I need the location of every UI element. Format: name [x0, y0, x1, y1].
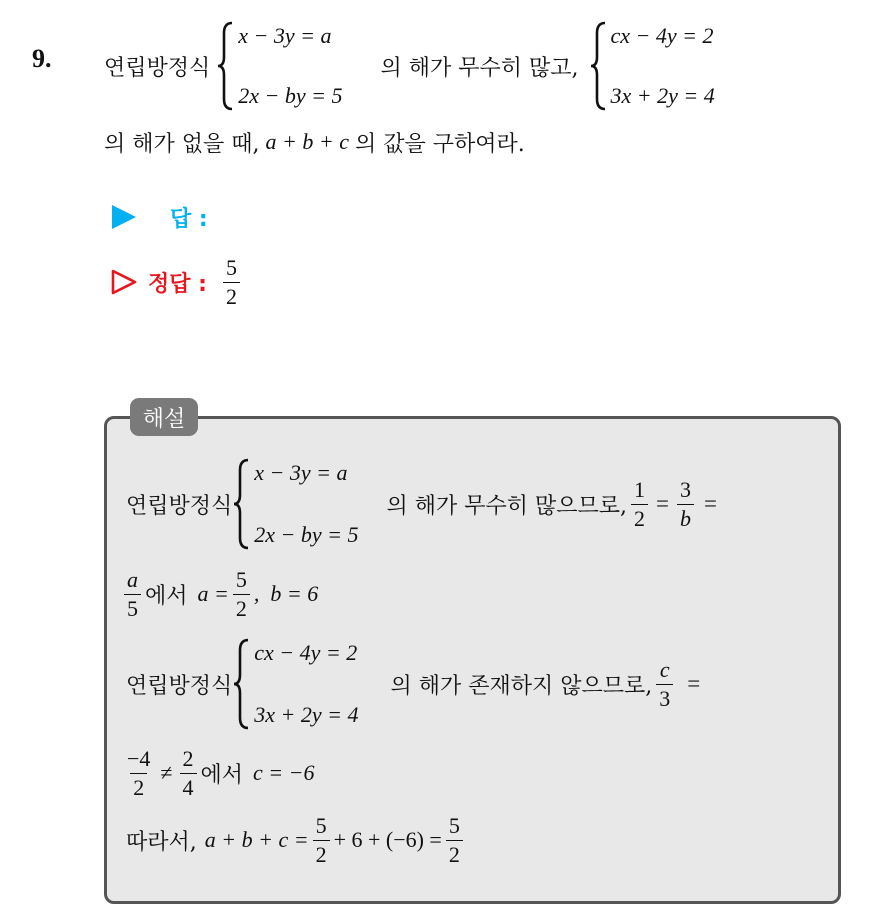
fraction-numerator: 5 — [235, 567, 247, 593]
solution-line2-text: 에서 — [145, 583, 188, 609]
solution-system1-eq2: 2x − by = 5 — [254, 522, 359, 547]
solution-fraction-neg4-2 — [124, 747, 153, 798]
solution-fraction-2-4 — [180, 747, 197, 798]
solution-a-expression: a = — [197, 581, 229, 606]
solution-line3-intro: 연립방정식 — [126, 673, 233, 699]
solution-equation-system-1 — [232, 458, 358, 550]
fraction-numerator: 5 — [315, 813, 327, 839]
fraction-denominator: b — [677, 504, 694, 530]
fraction-denominator: 5 — [124, 594, 141, 620]
left-brace-icon — [232, 458, 250, 550]
answer-label: 답 : — [170, 206, 208, 232]
solution-middle-expression: + 6 + (−6) = — [333, 827, 442, 852]
system2-eq2: 3x + 2y = 4 — [610, 83, 715, 108]
fraction-denominator: 2 — [631, 504, 648, 530]
system2-eq1: cx − 4y = 2 — [610, 23, 714, 48]
solution-system2-eq2: 3x + 2y = 4 — [254, 702, 359, 727]
equals-sign: = — [687, 671, 701, 696]
solution-fraction-5-2-result — [446, 814, 463, 865]
solution-fraction-1-2 — [631, 478, 648, 529]
question-line2-start: 의 해가 없을 때, — [104, 131, 260, 157]
fraction-numerator: −4 — [127, 746, 151, 772]
solution-line5-text: 따라서, — [126, 829, 197, 855]
left-brace-icon — [216, 21, 234, 111]
fraction-numerator: 5 — [448, 813, 460, 839]
solution-equation-system-2 — [232, 638, 358, 730]
correct-answer-row — [110, 252, 244, 312]
correct-answer-numerator: 5 — [225, 255, 237, 281]
answer-row — [110, 200, 208, 234]
fraction-numerator: 1 — [634, 477, 645, 503]
solution-line-4 — [124, 744, 314, 802]
solution-tab: 해설 — [130, 398, 198, 436]
fraction-denominator: 2 — [130, 773, 147, 799]
fraction-denominator: 2 — [446, 840, 463, 866]
solution-system2-eq1: cx − 4y = 2 — [254, 640, 358, 665]
solution-line-2 — [124, 566, 318, 622]
fraction-numerator: a — [127, 567, 138, 593]
fraction-denominator: 2 — [233, 594, 250, 620]
solution-sum-expression: a + b + c = — [204, 827, 309, 852]
equals-sign: = — [703, 491, 717, 516]
question-number: 9. — [32, 44, 52, 73]
solution-fraction-a-5 — [124, 568, 141, 619]
equation-system-1 — [216, 21, 342, 111]
play-triangle-outline-icon — [110, 269, 138, 295]
system1-eq1: x − 3y = a — [238, 23, 332, 48]
fraction-denominator: 4 — [180, 773, 197, 799]
solution-c-expression: c = −6 — [253, 760, 315, 785]
not-equal-sign: ≠ — [160, 760, 173, 785]
solution-fraction-5-2 — [233, 568, 250, 619]
fraction-numerator: 3 — [679, 477, 691, 503]
question-expression: a + b + c — [265, 129, 349, 154]
fraction-denominator: 3 — [656, 684, 673, 710]
solution-fraction-5-2-first — [313, 814, 330, 865]
solution-line3-text: 의 해가 존재하지 않으므로, — [390, 673, 653, 699]
equation-system-2 — [589, 21, 715, 111]
fraction-numerator: c — [659, 657, 670, 683]
solution-fraction-3-b — [677, 478, 694, 529]
question-mid-text: 의 해가 무수히 많고, — [380, 55, 579, 81]
solution-line1-text: 의 해가 무수히 많으므로, — [386, 493, 627, 519]
left-brace-icon — [232, 638, 250, 730]
left-brace-icon — [589, 21, 607, 111]
correct-answer-label: 정답 : — [148, 271, 207, 297]
solution-line1-intro: 연립방정식 — [126, 493, 233, 519]
question-line-2 — [104, 124, 525, 160]
correct-answer-denominator: 2 — [223, 282, 240, 308]
solution-line-3 — [126, 636, 700, 732]
solution-b-expression: , b = 6 — [253, 581, 319, 606]
solution-line-5 — [126, 810, 467, 870]
solution-system1-eq1: x − 3y = a — [254, 460, 348, 485]
question-line2-end: 의 값을 구하여라. — [354, 131, 525, 157]
question-intro: 연립방정식 — [104, 55, 211, 81]
question-line-1 — [104, 18, 715, 114]
system1-eq2: 2x − by = 5 — [238, 83, 343, 108]
solution-line-1 — [126, 456, 717, 552]
correct-answer-fraction — [223, 256, 240, 307]
fraction-numerator: 2 — [182, 746, 194, 772]
fraction-denominator: 2 — [313, 840, 330, 866]
solution-fraction-c-3 — [656, 658, 673, 709]
solution-line4-text: 에서 — [200, 762, 244, 788]
play-triangle-filled-icon — [110, 204, 138, 230]
equals-sign: = — [656, 491, 669, 516]
